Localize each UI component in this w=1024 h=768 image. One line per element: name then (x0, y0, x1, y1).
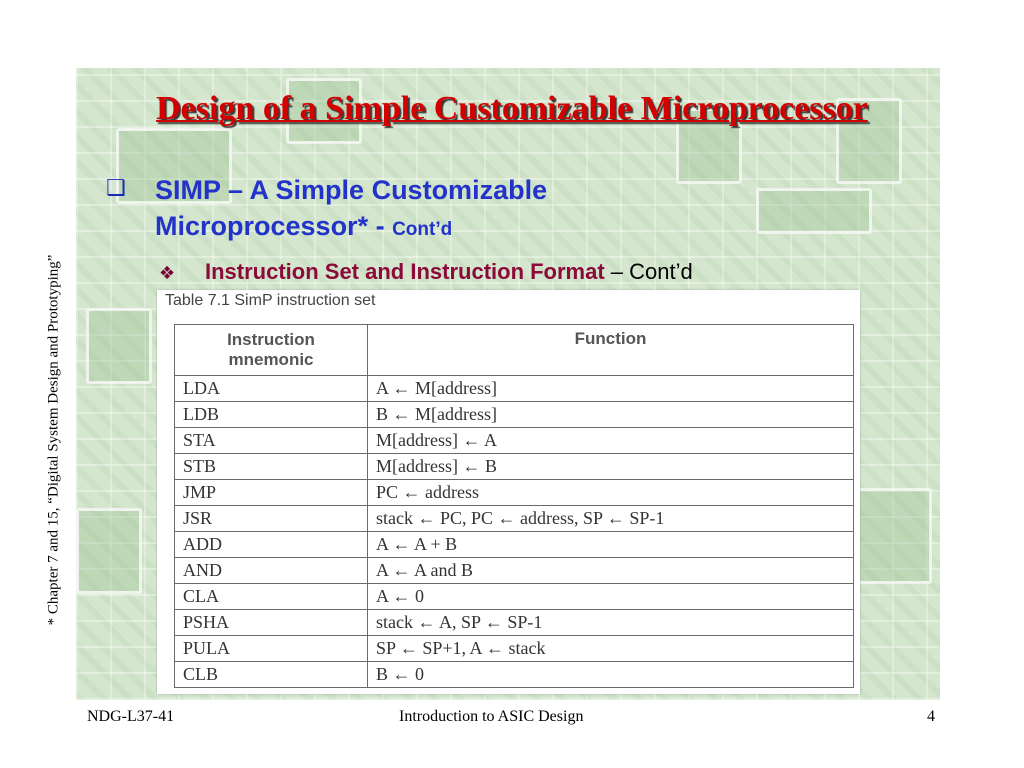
mnemonic-cell: ADD (175, 532, 368, 558)
table-row (175, 558, 854, 584)
function-cell: A ← A and B (368, 558, 854, 584)
chip-decoration (756, 188, 872, 234)
mnemonic-cell: PSHA (175, 610, 368, 636)
header-mnemonic: Instruction mnemonic (175, 325, 368, 376)
mnemonic-cell: JMP (175, 480, 368, 506)
footer-center: Introduction to ASIC Design (399, 708, 584, 725)
table-row (175, 428, 854, 454)
function-cell: stack ← A, SP ← SP-1 (368, 610, 854, 636)
instruction-set-table-image (157, 290, 860, 694)
function-cell: B ← 0 (368, 662, 854, 688)
mnemonic-cell: PULA (175, 636, 368, 662)
mnemonic-cell: CLA (175, 584, 368, 610)
mnemonic-cell: LDB (175, 402, 368, 428)
slide-title: Design of a Simple Customizable Microprocessor (156, 90, 868, 127)
function-cell: M[address] ← A (368, 428, 854, 454)
mnemonic-cell: STA (175, 428, 368, 454)
function-cell: M[address] ← B (368, 454, 854, 480)
table-row (175, 610, 854, 636)
function-cell: SP ← SP+1, A ← stack (368, 636, 854, 662)
table-row (175, 532, 854, 558)
function-cell: A ← 0 (368, 584, 854, 610)
mnemonic-cell: CLB (175, 662, 368, 688)
table-row (175, 480, 854, 506)
bullet-line-1: SIMP – A Simple Customizable (155, 175, 548, 205)
mnemonic-cell: STB (175, 454, 368, 480)
bullet-level-1-text (155, 172, 715, 248)
header-function: Function (368, 325, 854, 376)
bullet-level-2-heading: Instruction Set and Instruction Format (205, 259, 605, 284)
table-caption: Table 7.1 SimP instruction set (165, 292, 376, 309)
bullet-contd: Cont’d (392, 219, 453, 240)
table-row (175, 662, 854, 688)
bullet-level-2 (159, 259, 693, 285)
mnemonic-cell: AND (175, 558, 368, 584)
footer-left: NDG-L37-41 (87, 708, 175, 725)
chip-decoration (856, 488, 932, 584)
table-row (175, 454, 854, 480)
bullet-line-2: Microprocessor* - (155, 211, 393, 241)
table-row (175, 506, 854, 532)
table-row (175, 402, 854, 428)
checkbox-bullet-icon: ❑ (106, 176, 126, 201)
table-header-row (175, 325, 854, 376)
function-cell: A ← M[address] (368, 376, 854, 402)
table-row (175, 584, 854, 610)
chip-decoration (76, 508, 142, 594)
function-cell: A ← A + B (368, 532, 854, 558)
mnemonic-cell: LDA (175, 376, 368, 402)
mnemonic-cell: JSR (175, 506, 368, 532)
diamond-bullet-icon: ❖ (159, 263, 176, 284)
chip-decoration (86, 308, 152, 384)
side-note-text: * Chapter 7 and 15, “Digital System Design and Prototyping” (45, 254, 62, 626)
page-number: 4 (927, 708, 935, 725)
function-cell: stack ← PC, PC ← address, SP ← SP-1 (368, 506, 854, 532)
instruction-set-table (174, 324, 854, 688)
table-row (175, 636, 854, 662)
function-cell: B ← M[address] (368, 402, 854, 428)
table-row (175, 376, 854, 402)
bullet-level-2-contd: – Cont’d (604, 259, 693, 284)
function-cell: PC ← address (368, 480, 854, 506)
